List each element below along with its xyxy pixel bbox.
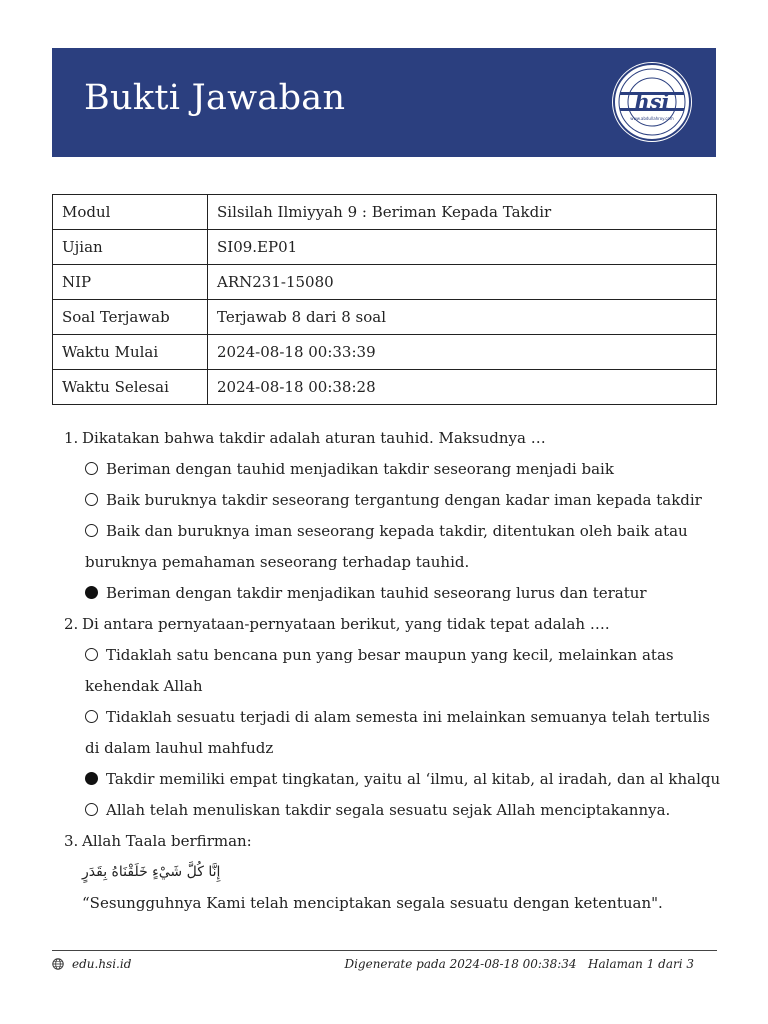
generated-timestamp: Digenerate pada 2024-08-18 00:38:34 <box>344 957 577 971</box>
question-2 <box>64 609 724 640</box>
info-label: Waktu Mulai <box>53 335 208 370</box>
option-text: Beriman dengan takdir menjadikan tauhid seseorang lurus dan teratur <box>106 584 647 602</box>
question-1 <box>64 423 724 454</box>
verse-translation: “Sesungguhnya Kami telah menciptakan segala sesuatu dengan ketentuan". <box>82 894 663 912</box>
option-text: Tidaklah satu bencana pun yang besar maupun yang kecil, melainkan atas kehendak Allah <box>85 646 674 695</box>
question-3 <box>64 826 724 857</box>
answer-option <box>85 516 724 578</box>
info-label: Waktu Selesai <box>53 370 208 405</box>
radio-filled-icon <box>85 772 98 785</box>
logo-ring-text: www.abdullahroy.com <box>630 116 674 121</box>
info-value: ARN231-15080 <box>208 265 717 300</box>
option-text: Takdir memiliki empat tingkatan, yaitu al ‘ilmu, al kitab, al iradah, dan al khalqu <box>106 770 721 788</box>
question-number: 2. <box>64 615 79 633</box>
answer-option-selected <box>85 578 724 609</box>
info-label: Soal Terjawab <box>53 300 208 335</box>
arabic-verse: إِنَّا كُلَّ شَيْءٍ خَلَقْنَاهُ بِقَدَرٍ <box>82 864 221 880</box>
question-list <box>64 423 724 919</box>
option-text: Beriman dengan tauhid menjadikan takdir seseorang menjadi baik <box>106 460 614 478</box>
answer-option <box>85 485 724 516</box>
page-number: Halaman 1 dari 3 <box>588 957 694 971</box>
page-title: Bukti Jawaban <box>84 78 346 118</box>
info-value: Silsilah Ilmiyyah 9 : Beriman Kepada Takdir <box>208 195 717 230</box>
radio-empty-icon <box>85 524 98 537</box>
question-number: 3. <box>64 832 79 850</box>
info-label: Modul <box>53 195 208 230</box>
info-value: 2024-08-18 00:33:39 <box>208 335 717 370</box>
answer-option-selected <box>85 764 724 795</box>
question-text: Dikatakan bahwa takdir adalah aturan tauhid. Maksudnya … <box>82 429 546 447</box>
table-row <box>53 230 717 265</box>
info-label: NIP <box>53 265 208 300</box>
table-row <box>53 300 717 335</box>
radio-empty-icon <box>85 803 98 816</box>
logo-wordmark: hsi <box>634 89 670 114</box>
question-text: Di antara pernyataan-pernyataan berikut, yang tidak tepat adalah …. <box>82 615 610 633</box>
answer-option <box>85 454 724 485</box>
table-row <box>53 195 717 230</box>
radio-empty-icon <box>85 493 98 506</box>
answer-option <box>85 702 724 764</box>
info-value: Terjawab 8 dari 8 soal <box>208 300 717 335</box>
radio-empty-icon <box>85 648 98 661</box>
hsi-logo <box>612 62 692 142</box>
info-value: 2024-08-18 00:38:28 <box>208 370 717 405</box>
option-text: Tidaklah sesuatu terjadi di alam semesta ini melainkan semuanya telah tertulis di dalam lauhul mahfudz <box>85 708 710 757</box>
footer-divider <box>52 950 717 951</box>
radio-empty-icon <box>85 462 98 475</box>
question-text: Allah Taala berfirman: <box>82 832 252 850</box>
exam-info-table <box>52 194 717 405</box>
option-text: Baik dan buruknya iman seseorang kepada takdir, ditentukan oleh baik atau buruknya pemahaman seseorang terhadap tauhid. <box>85 522 688 571</box>
radio-filled-icon <box>85 586 98 599</box>
footer-generated-info <box>344 957 694 971</box>
header-banner <box>52 48 716 157</box>
info-value: SI09.EP01 <box>208 230 717 265</box>
page-footer <box>52 957 717 977</box>
option-text: Baik buruknya takdir seseorang tergantung dengan kadar iman kepada takdir <box>106 491 702 509</box>
table-row <box>53 370 717 405</box>
radio-empty-icon <box>85 710 98 723</box>
globe-icon <box>52 958 64 973</box>
info-label: Ujian <box>53 230 208 265</box>
answer-option <box>85 795 724 826</box>
question-number: 1. <box>64 429 79 447</box>
table-row <box>53 335 717 370</box>
footer-site-link[interactable]: edu.hsi.id <box>72 957 132 971</box>
option-text: Allah telah menuliskan takdir segala sesuatu sejak Allah menciptakannya. <box>106 801 671 819</box>
answer-option <box>85 640 724 702</box>
table-row <box>53 265 717 300</box>
